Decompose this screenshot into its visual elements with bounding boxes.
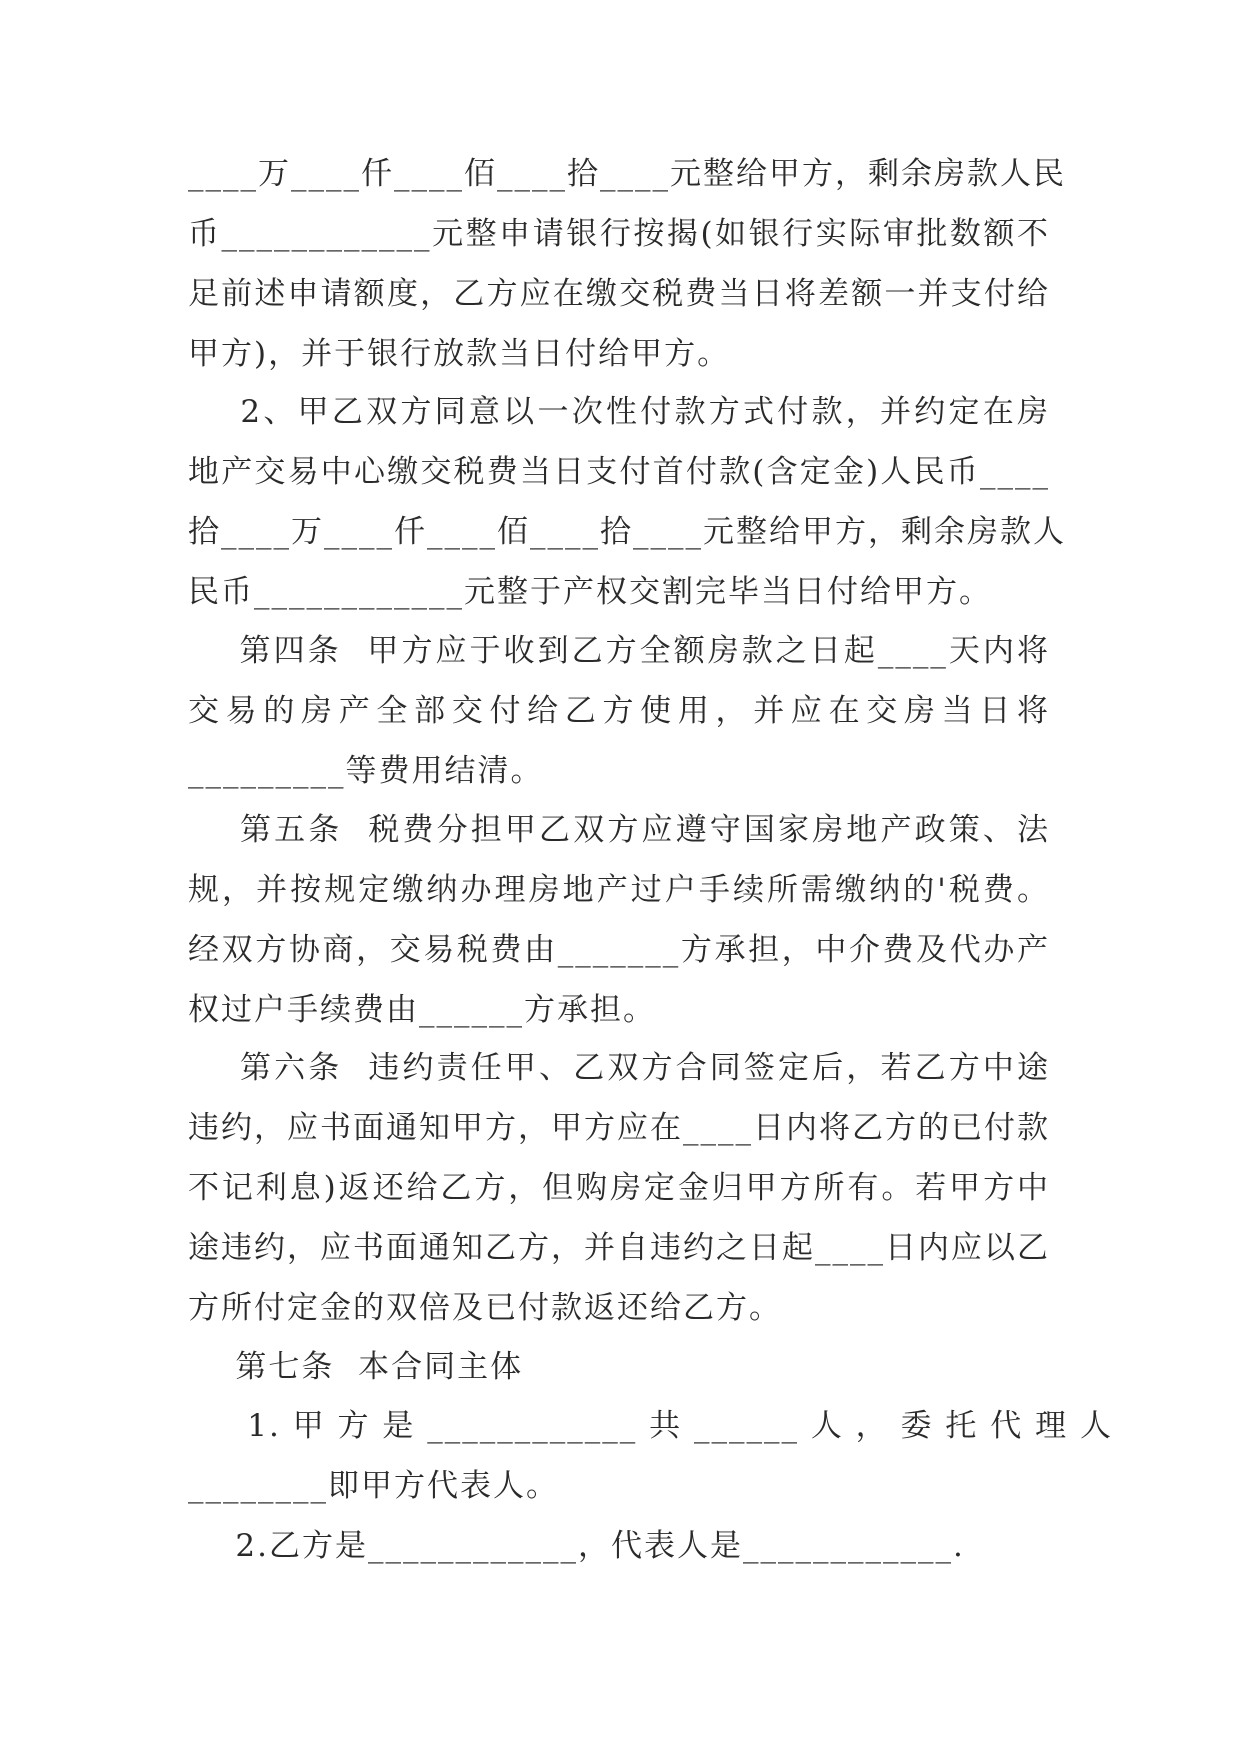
text-line: 1. 甲 方 是 ____________ 共 ______ 人 ， 委 托 代 理 人 — [188, 1408, 1113, 1444]
text-line: 途违约，应书面通知乙方，并自违约之日起____日内应以乙 — [188, 1230, 1050, 1266]
paragraph-article-5 — [188, 800, 1050, 1040]
text-line: 民币____________元整于产权交割完毕当日付给甲方。 — [188, 574, 992, 610]
text-line: 2、甲乙双方同意以一次性付款方式付款，并约定在房 — [188, 394, 1050, 430]
text-line: 甲方)，并于银行放款当日付给甲方。 — [188, 336, 731, 372]
paragraph-lump-sum-payment — [188, 382, 1066, 622]
text-line: 交易的房产全部交付给乙方使用，并应在交房当日将 — [188, 693, 1050, 729]
text-line: 2.乙方是____________，代表人是____________. — [188, 1528, 965, 1564]
text-line: 规，并按规定缴纳办理房地产过户手续所需缴纳的'税费。 — [188, 872, 1050, 908]
text-line: 足前述申请额度，乙方应在缴交税费当日将差额一并支付给 — [188, 276, 1050, 312]
text-line: 第四条 甲方应于收到乙方全额房款之日起____天内将 — [188, 633, 1050, 669]
text-line: 第七条 本合同主体 — [188, 1349, 524, 1385]
text-line: 地产交易中心缴交税费当日支付首付款(含定金)人民币____ — [188, 454, 1050, 490]
paragraph-party-b — [188, 1516, 1050, 1576]
text-line: 拾____万____仟____佰____拾____元整给甲方，剩余房款人 — [188, 514, 1066, 550]
paragraph-payment-installment — [188, 144, 1066, 384]
text-line: _________等费用结清。 — [188, 753, 544, 789]
paragraph-article-6 — [188, 1038, 1050, 1338]
text-line: 不记利息)返还给乙方，但购房定金归甲方所有。若甲方中 — [188, 1170, 1050, 1206]
text-line: ____万____仟____佰____拾____元整给甲方，剩余房款人民 — [188, 156, 1066, 192]
text-line: 第六条 违约责任甲、乙双方合同签定后，若乙方中途 — [188, 1050, 1050, 1086]
paragraph-article-4 — [188, 621, 1050, 801]
text-line: 方所付定金的双倍及已付款返还给乙方。 — [188, 1290, 782, 1326]
text-line: 违约，应书面通知甲方，甲方应在____日内将乙方的已付款 — [188, 1110, 1050, 1146]
text-line: 币____________元整申请银行按揭(如银行实际审批数额不 — [188, 216, 1050, 252]
text-line: 权过户手续费由______方承担。 — [188, 992, 656, 1028]
text-line: ________即甲方代表人。 — [188, 1468, 559, 1504]
paragraph-article-7-heading — [188, 1337, 1050, 1397]
text-line: 第五条 税费分担甲乙双方应遵守国家房地产政策、法 — [188, 812, 1050, 848]
paragraph-party-a — [188, 1396, 1113, 1516]
text-line: 经双方协商，交易税费由_______方承担，中介费及代办产 — [188, 932, 1050, 968]
